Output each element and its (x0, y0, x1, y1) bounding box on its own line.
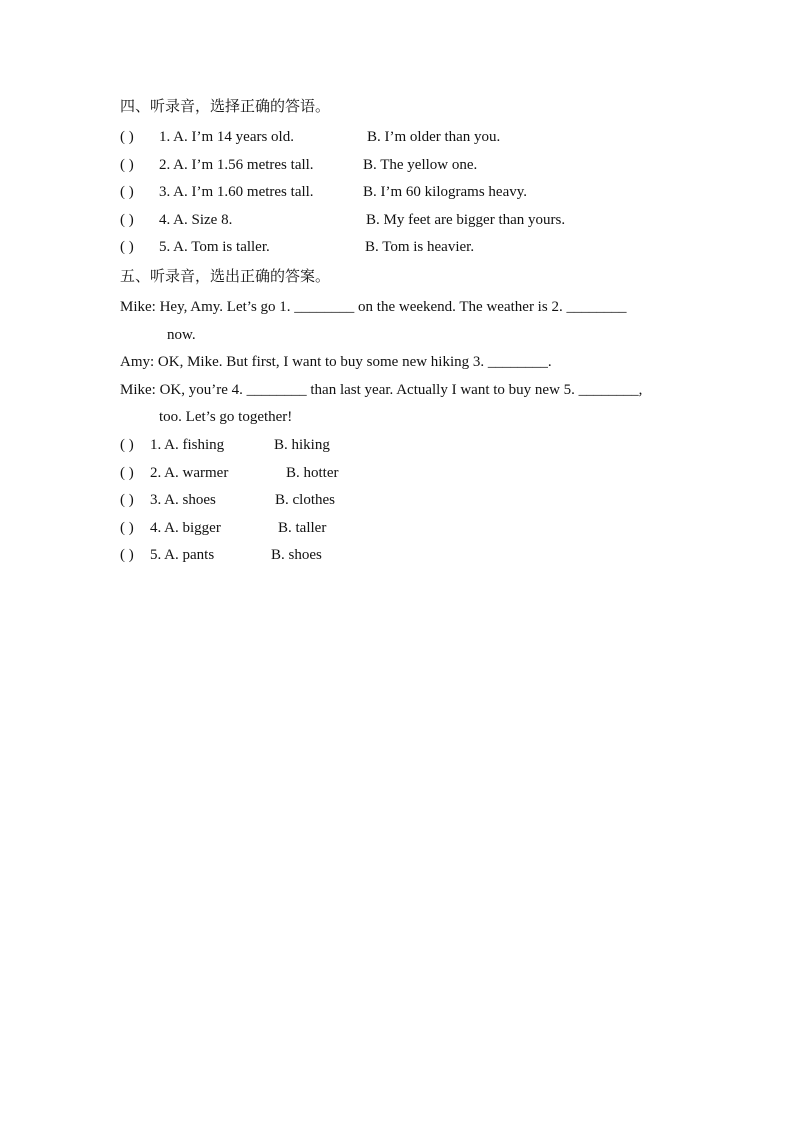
option-a: 1. A. fishing (150, 437, 225, 453)
option-b: B. My feet are bigger than yours. (366, 212, 566, 228)
option-b: B. I’m 60 kilograms heavy. (363, 184, 527, 200)
option-a: 4. A. bigger (150, 520, 221, 536)
option-a: 2. A. warmer (150, 465, 229, 481)
option-b: B. The yellow one. (363, 157, 478, 173)
dialogue-line-mike-1: Mike: Hey, Amy. Let’s go 1. ________ on the weekend. The weather is 2. ________ (120, 299, 627, 315)
option-b: B. Tom is heavier. (365, 239, 475, 255)
dialogue-line-continuation-1: now. (167, 327, 196, 343)
option-b: B. I’m older than you. (367, 129, 501, 145)
question-option-a: 1. A. I’m 14 years old. (159, 129, 294, 145)
answer-blank[interactable]: ( ) (120, 492, 134, 508)
answer-blank[interactable]: ( ) (120, 437, 134, 453)
section-5-heading: 五、听录音，选出正确的答案。 (120, 267, 331, 285)
option-b: B. clothes (275, 492, 335, 508)
answer-blank[interactable]: ( ) (120, 547, 134, 563)
option-b: B. taller (278, 520, 327, 536)
question-option-a: 5. A. Tom is taller. (159, 239, 270, 255)
dialogue-line-mike-2: Mike: OK, you’re 4. ________ than last year. Actually I want to buy new 5. ________, (120, 382, 643, 398)
answer-blank[interactable]: ( ) (120, 212, 134, 228)
option-b: B. hiking (274, 437, 330, 453)
answer-blank[interactable]: ( ) (120, 520, 134, 536)
option-b: B. hotter (286, 465, 339, 481)
question-option-a: 2. A. I’m 1.56 metres tall. (159, 157, 314, 173)
section-4-heading: 四、听录音，选择正确的答语。 (120, 97, 331, 115)
option-a: 3. A. shoes (150, 492, 216, 508)
answer-blank[interactable]: ( ) (120, 129, 134, 145)
question-option-a: 3. A. I’m 1.60 metres tall. (159, 184, 314, 200)
option-b: B. shoes (271, 547, 322, 563)
dialogue-line-continuation-2: too. Let’s go together! (159, 409, 293, 425)
answer-blank[interactable]: ( ) (120, 465, 134, 481)
question-option-a: 4. A. Size 8. (159, 212, 233, 228)
answer-blank[interactable]: ( ) (120, 239, 134, 255)
answer-blank[interactable]: ( ) (120, 184, 134, 200)
dialogue-line-amy: Amy: OK, Mike. But first, I want to buy some new hiking 3. ________. (120, 354, 552, 370)
answer-blank[interactable]: ( ) (120, 157, 134, 173)
option-a: 5. A. pants (150, 547, 215, 563)
